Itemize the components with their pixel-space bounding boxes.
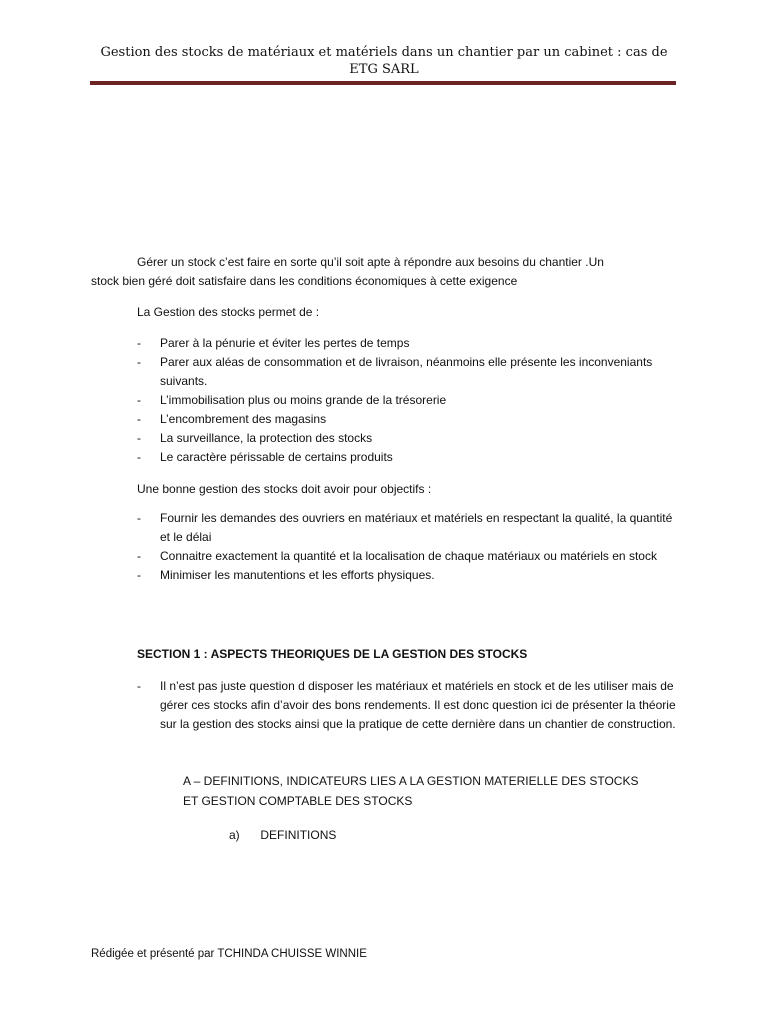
list-item: - Parer aux aléas de consommation et de livraison, néanmoins elle présente les inconveniants suivants. (137, 355, 653, 388)
subsubsection-a-heading (229, 828, 336, 842)
list-item: - Minimiser les manutentions et les efforts physiques. (137, 566, 682, 585)
intro-paragraph-line-2: stock bien géré doit satisfaire dans les conditions économiques à cette exigence (91, 274, 518, 288)
subsection-a-heading: A – DEFINITIONS, INDICATEURS LIES A LA GESTION MATERIELLE DES STOCKS ET GESTION COMPTABLE DES STOCKS (183, 774, 639, 808)
list-gestion-permet (137, 334, 682, 467)
list2-intro: Une bonne gestion des stocks doit avoir pour objectifs : (137, 482, 432, 496)
list-dash: - (137, 568, 141, 582)
list-dash: - (137, 393, 141, 407)
subsubsection-label: DEFINITIONS (260, 828, 337, 842)
list-item: - Fournir les demandes des ouvriers en matériaux et matériels en respectant la qualité, la quantité et le délai (137, 511, 673, 544)
list-dash: - (137, 355, 141, 369)
list-section-1 (137, 677, 682, 734)
section-1-heading: SECTION 1 : ASPECTS THEORIQUES DE LA GESTION DES STOCKS (137, 647, 528, 661)
list-dash: - (137, 450, 141, 464)
list-item: - La surveillance, la protection des stocks (137, 429, 682, 448)
intro-paragraph (91, 253, 681, 291)
header-title-line-2: ETG SARL (349, 62, 419, 77)
list-dash: - (137, 511, 141, 525)
page-footer: Rédigée et présenté par TCHINDA CHUISSE WINNIE (91, 948, 367, 960)
list-objectifs (137, 509, 682, 585)
page-header-title (60, 44, 708, 78)
list-dash: - (137, 679, 141, 693)
list-dash: - (137, 412, 141, 426)
list-item: - Connaitre exactement la quantité et la localisation de chaque matériaux ou matériels en stock (137, 547, 682, 566)
header-double-rule (90, 81, 676, 85)
list-item: - Parer à la pénurie et éviter les pertes de temps (137, 334, 682, 353)
header-title-line-1: Gestion des stocks de matériaux et matériels dans un chantier par un cabinet : cas de (100, 45, 668, 60)
list-dash: - (137, 336, 141, 350)
list1-intro: La Gestion des stocks permet de : (137, 305, 320, 319)
intro-paragraph-line-1: Gérer un stock c’est faire en sorte qu’il soit apte à répondre aux besoins du chantier .Un (137, 255, 604, 269)
list-item: - L’encombrement des magasins (137, 410, 682, 429)
list-dash: - (137, 549, 141, 563)
list-item: - L’immobilisation plus ou moins grande de la trésorerie (137, 391, 682, 410)
list-dash: - (137, 431, 141, 445)
subsubsection-marker: a) (229, 828, 240, 842)
list-item: - Le caractère périssable de certains produits (137, 448, 682, 467)
list-item: - Il n’est pas juste question d disposer les matériaux et matériels en stock et de les utiliser mais de gérer ces stocks afin d’avoir des bons rendements. Il est donc question ici de présenter la théorie sur la gestion des stocks ainsi que la pratique de cette dernière dans un chantier de construction. (137, 679, 676, 731)
